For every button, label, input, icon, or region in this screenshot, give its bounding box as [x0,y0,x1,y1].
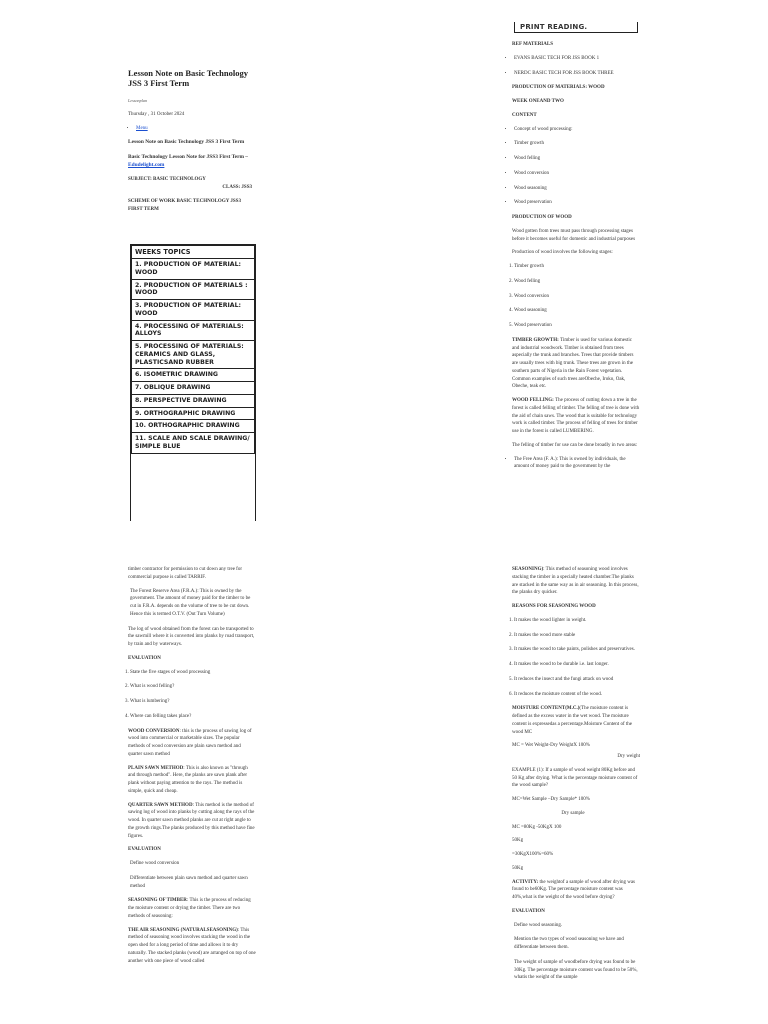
timber-growth-paragraph [512,337,640,391]
table-cell: 6. ISOMETRIC DRAWING [132,369,255,382]
wood-felling-paragraph [512,397,640,436]
scheme-of-work-table [130,244,256,521]
menu-link[interactable]: Menu [136,125,148,131]
moisture-content-text: (The moisture content is defined as the excess water in the wet wood. The moisture content is expressedas a percentage.Moisture Content of the wood MC [512,706,632,735]
mc-formula-denominator: Dry weight [617,754,640,759]
calc-line: 50Kg [512,865,524,871]
table-cell: 3. PRODUCTION OF MATERIAL: WOOD [132,300,255,321]
air-seasoning-paragraph [128,927,256,966]
activity-text: the weightof a sample of wood after drying was found to be60Kg. The percentage moisture content was 40%,what is the weight of the wood before drying? [512,879,635,900]
content-heading: CONTENT [512,112,537,118]
timber-growth-label: TIMBER GROWTH: [512,337,561,343]
heading-basic-tech-text: Basic Technology Lesson Note for JSS3 First Term – [128,153,248,160]
seasoning-paragraph [128,897,256,920]
mc-formula: MC = Wet Weight-Dry WeightX 100% [512,743,590,749]
print-reading-bar: PRINT READING. [514,22,638,33]
list-item: 1. State the five stages of wood processing [130,669,256,677]
list-item: • The weight of sample of woodbefore drying was found to be 30Kg. The percentage moisture content was found to be 50%, whatis the weight of the sample [514,959,640,982]
list-item: • NERDC BASIC TECH FOR JSS BOOK THREE [514,70,640,78]
table-cell: 7. OBLIQUE DRAWING [132,382,255,395]
list-item: 4. It makes the wood to be durable i.e. last longer. [514,661,640,669]
plain-sawn-paragraph [128,765,256,796]
list-item: • Differentiate between plain sawn method and quarter sawn method [130,875,256,891]
list-item: • The Forest Reserve Area (F.R.A.): This is owned by the government. The amount of money paid for the timber to be cut in F.R.A. depends on the volume of tree to be cut down. Hence this is termed O.T.V. (Out Turn Volume) [130,588,256,619]
kiln-seasoning-paragraph [512,566,640,597]
production-heading: PRODUCTION OF MATERIALS: WOOD [512,85,605,91]
quarter-sawn-text: : This method is the method of sawing log of wood into planks by cutting along the rays of the wood. In quarter sawn method planks are cut at right angle to the growth rings.The planks produced by this method have fine figures. [128,802,255,839]
calc-line: MC=Wet Sample –Dry Sample* 100% [512,797,590,802]
ref-materials-heading: REF MATERIALS [512,42,553,47]
paragraph: Production of wood involves the following stages: [512,250,613,256]
list-item: • The Free Area (F. A.): This is owned by individuals, the amount of money paid to the government by the [514,456,640,472]
list-item: 4. Where can felling takes place? [130,713,256,721]
list-item: 1. It makes the wood lighter in weight. [514,617,640,625]
list-item: 5. It reduces the insect and the fungi attack on wood [514,676,640,684]
evaluation-heading: EVALUATION [128,847,161,853]
table-cell: 10. ORTHOGRAPHIC DRAWING [132,420,255,433]
page-3-column [122,566,256,1024]
list-item: • Mention the two types of wood seasoning we have and differentiate between them. [514,936,640,952]
paragraph: Wood gotten from trees must pass through processing stages before it becomes useful for domestic and industrial purposes [512,228,636,242]
table-cell: 4. PROCESSING OF MATERIALS: ALLOYS [132,320,255,341]
list-item: 6. It reduces the moisture content of the wood. [514,691,640,699]
list-item: • Timber growth [514,140,640,148]
wood-felling-text: The process of cutting down a tree in the forest is called felling of timber. The felling of tree is done with the aid of chain saws. The wood that is suitable for technology work is called timber. The process of felling of trees for timber use in the forest is called LUMBERING. [512,398,640,434]
heading-lesson-note: Lesson Note on Basic Technology JSS 3 First Term [128,139,245,146]
paragraph: The log of wood obtained from the forest can be transported to the sawmill where it is converted into planks by road transport, by train and by waterways. [128,626,255,647]
table-cell: 8. PERSPECTIVE DRAWING [132,394,255,407]
wood-conversion-paragraph [128,728,256,759]
calc-line: Dry sample [561,810,585,816]
kiln-seasoning-label: SEASONING) [512,567,544,572]
air-seasoning-text: : This method of seasoning wood involves stacking the wood in the open shed for a long period of time and allows it to dry naturally. The stacked planks (wood) are arranged on top of one another with one piece of wood called [128,927,256,964]
list-item: • Concept of wood processing: [514,126,640,134]
list-item: • Wood seasoning [514,185,640,193]
page-1-column [128,68,252,220]
moisture-content-paragraph [512,705,640,736]
list-item: • Define wood seasoning. [514,922,640,930]
category-label[interactable]: Lessonplan [128,98,148,104]
plain-sawn-text: : This is also known as "through and through method". Here, the planks are sawn plank after plank without paying attention to the rays. The method is simple, quick and cheap. [128,765,248,794]
list-item: • Wood felling [514,155,640,163]
wood-conversion-text: : this is the process of sawing log of wood into commercial or marketable sizes. The popular methods of wood conversion are plain sawn method and quarter sawn method [128,728,252,757]
paragraph: The felling of timber for use can be done broadly in two areas: [512,442,638,448]
timber-growth-text: Timber is used for various domestic and industrial woodwork. Timber is obtained from trees aspecially the trunk and branches. Trees that provide timbers are usually trees with big trunk. These trees are grown in the southern parts of Nigeria in the Rain Forest vegetation. Common examples of such trees areObeche, Iroko, Oak, Obeche, teak etc. [512,337,634,390]
list-item: 1. Timber growth [514,263,640,271]
table-cell: 11. SCALE AND SCALE DRAWING/ SIMPLE BLUE [132,433,255,454]
example-paragraph: EXAMPLE (1): If a sample of wood weight 80Kg before and 50 Kg after drying. What is the percentage moisture content of the wood sample? [512,767,638,789]
list-item: • Wood conversion [514,170,640,178]
list-item: • Define wood conversion [130,860,256,868]
paragraph: timber contractor for permission to cut down any tree for commercial purpose is called TARRIF. [128,567,242,580]
calc-line: =30KgX100%=60% [512,852,554,857]
list-item: • EVANS BASIC TECH FOR JSS BOOK 1 [514,55,640,63]
list-item: 3. It makes the wood to take paints, polishes and preservatives. [514,646,640,654]
list-item: 2. Wood felling [514,278,640,286]
moisture-content-label: MOISTURE CONTENT(M.C.) [512,706,580,712]
reasons-heading: REASONS FOR SEASONING WOOD [512,604,596,609]
list-item: 2. What is wood felling? [130,683,256,691]
list-item: 2. It makes the wood more stable [514,632,640,640]
page-4-column [506,566,640,1024]
calc-line: 50Kg [512,838,524,844]
plain-sawn-label: PLAIN SAWN METHOD [128,765,184,771]
activity-paragraph [512,879,640,902]
quarter-sawn-paragraph [128,802,256,841]
table-cell: 2. PRODUCTION OF MATERIALS : WOOD [132,279,255,300]
evaluation-heading: EVALUATION [128,655,161,661]
scheme-table-body [132,246,255,454]
quarter-sawn-label: QUARTER SAWN METHOD [128,802,193,808]
air-seasoning-label: THE AIR SEASONING (NATURALSEASONING) [128,927,238,933]
page-2-column [506,41,640,478]
production-of-wood-heading: PRODUCTION OF WOOD [512,215,572,220]
list-item: 4. Wood seasoning [514,307,640,315]
table-cell: 9. ORTHOGRAPHIC DRAWING [132,407,255,420]
list-item: 3. What is lumbering? [130,698,256,706]
scheme-heading: SCHEME OF WORK BASIC TECHNOLOGY JSS3 FIRST TERM [128,199,241,212]
list-item: • Wood preservation [514,199,640,207]
list-item: 3. Wood conversion [514,293,640,301]
class-line: CLASS: JSS3 [222,185,252,191]
table-cell: 1. PRODUCTION OF MATERIAL: WOOD [132,259,255,280]
seasoning-text: : This is the process of reducing the moisture content or drying the timber. There are two methods of seasoning: [128,898,251,919]
calc-line: MC =80Kg -50KgX 100 [512,824,562,830]
wood-felling-label: WOOD FELLING: [512,398,556,403]
list-item: 5. Wood preservation [514,322,640,330]
post-date: Thursday , 31 October 2024 [128,111,185,117]
evaluation-heading: EVALUATION [512,908,545,914]
edudelight-link[interactable]: Edudelight.com [128,162,165,169]
table-cell: 5. PROCESSING OF MATERIALS: CERAMICS AND GLASS, PLASTICSAND RUBBER [132,341,255,369]
kiln-seasoning-text: : This method of seasoning wood involves stacking the timber in a specially heated chamber.The planks are stacked in the same way as in air seasoning. In this process, the planks dry quicker. [512,567,639,596]
subject-line: SUBJECT: BASIC TECHNOLOGY [128,176,206,182]
week-heading: WEEK ONEAND TWO [512,99,564,104]
heading-basic-tech [128,153,252,170]
document-title: Lesson Note on Basic Technology JSS 3 First Term [128,68,248,89]
wood-conversion-label: WOOD CONVERSION [128,728,180,734]
table-cell: WEEKS TOPICS [132,246,255,259]
activity-label: ACTIVITY: [512,879,539,885]
seasoning-label: SEASONING OF TIMBER [128,898,187,904]
